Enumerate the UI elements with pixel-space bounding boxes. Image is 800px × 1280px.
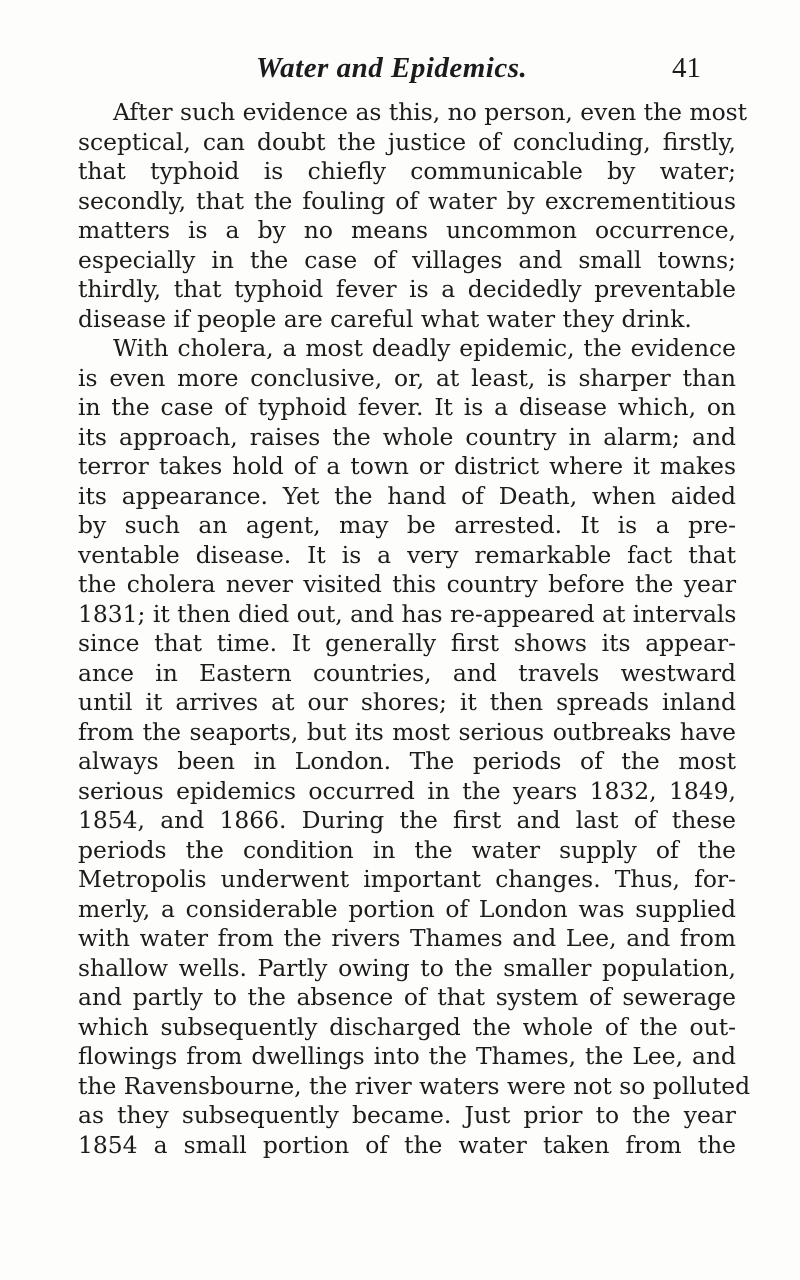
text-line: ventable disease. It is a very remarkable fact that [78, 540, 736, 569]
text-line: by such an agent, may be arrested. It is a pre- [78, 511, 736, 539]
page-header [0, 52, 800, 92]
body-text [78, 98, 751, 1160]
text-line: especially in the case of villages and small towns; [78, 245, 736, 274]
text-line: 1831; it then died out, and has re-appeared at intervals [78, 599, 737, 628]
text-line: is even more conclusive, or, at least, is sharper than [78, 363, 736, 392]
running-title: Water and Epidemics. [256, 52, 528, 84]
text-line: the Ravensbourne, the river waters were not so polluted [78, 1071, 751, 1100]
text-line: Metropolis underwent important changes. Thus, for- [78, 865, 736, 893]
text-line: until it arrives at our shores; it then spreads inland [78, 688, 736, 716]
text-line: with water from the rivers Thames and Lee, and from [78, 924, 736, 952]
text-line: With cholera, a most deadly epidemic, the evidence [113, 334, 736, 362]
text-line: disease if people are careful what water they drink. [78, 304, 692, 333]
text-line: since that time. It generally first shows its appear- [78, 629, 736, 657]
text-line: always been in London. The periods of the most [78, 747, 736, 775]
text-line: secondly, that the fouling of water by excrementitious [78, 186, 736, 215]
text-line: its appearance. Yet the hand of Death, when aided [78, 481, 736, 510]
text-line: After such evidence as this, no person, even the most [113, 98, 748, 126]
text-line: sceptical, can doubt the justice of concluding, firstly, [78, 127, 736, 156]
text-line: in the case of typhoid fever. It is a disease which, on [78, 393, 736, 421]
text-line: that typhoid is chiefly communicable by water; [78, 157, 736, 185]
text-line: 1854 a small portion of the water taken from the [78, 1130, 736, 1159]
text-line: its approach, raises the whole country in alarm; and [78, 422, 736, 451]
text-line: which subsequently discharged the whole of the out- [78, 1012, 736, 1041]
text-line: from the seaports, but its most serious outbreaks have [78, 717, 736, 746]
text-line: merly, a considerable portion of London was supplied [78, 894, 736, 923]
text-line: flowings from dwellings into the Thames, the Lee, and [78, 1042, 736, 1070]
text-line: as they subsequently became. Just prior to the year [78, 1101, 736, 1129]
text-line: matters is a by no means uncommon occurrence, [78, 216, 736, 244]
text-line: thirdly, that typhoid fever is a decidedly preventable [78, 275, 736, 303]
page-number: 41 [672, 52, 701, 84]
text-line: serious epidemics occurred in the years 1832, 1849, [78, 776, 736, 805]
text-line: and partly to the absence of that system of sewerage [78, 983, 736, 1011]
text-line: ance in Eastern countries, and travels westward [78, 658, 736, 687]
text-line: shallow wells. Partly owing to the smaller population, [78, 953, 736, 982]
text-line: 1854, and 1866. During the first and last of these [78, 806, 736, 834]
text-line: periods the condition in the water supply of the [78, 835, 736, 864]
text-line: terror takes hold of a town or district where it makes [78, 452, 736, 480]
text-line: the cholera never visited this country before the year [78, 570, 736, 598]
